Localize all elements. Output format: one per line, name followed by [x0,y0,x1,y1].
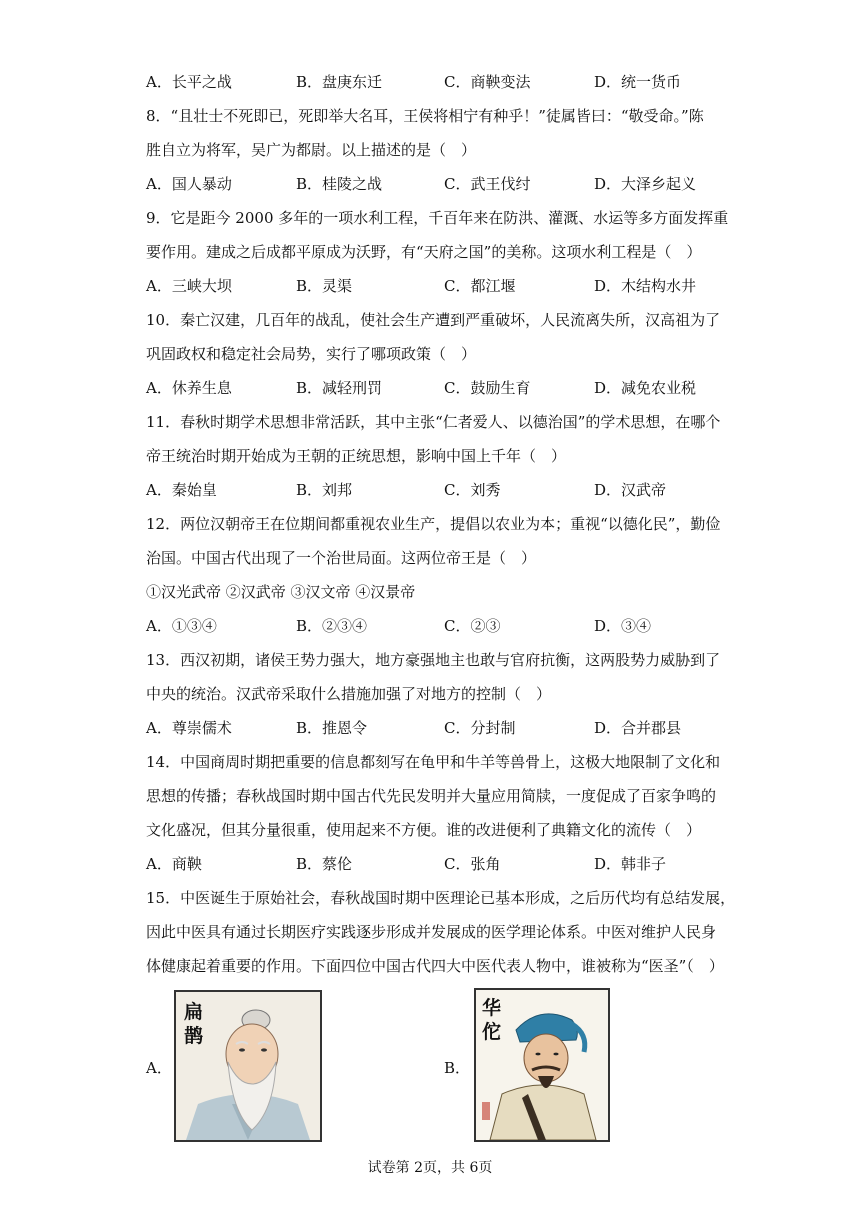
q10-option-d[interactable]: D．减免农业税 [594,379,697,397]
q9-option-b[interactable]: B．灵渠 [296,277,353,295]
q13-option-b[interactable]: B．推恩令 [296,719,368,737]
q11-option-a[interactable]: A．秦始皇 [146,481,217,499]
q12-option-b[interactable]: B．②③④ [296,617,368,635]
q11-option-c[interactable]: C．刘秀 [444,481,501,499]
page-footer: 试卷第 2页，共 6页 [367,1160,493,1176]
q10-option-a[interactable]: A．休养生息 [146,379,232,397]
q14-option-a[interactable]: A．商鞅 [146,855,202,873]
q7-option-d[interactable]: D．统一货币 [594,73,682,91]
q8-text-line-1: 8．“且壮士不死即已，死即举大名耳，王侯将相宁有种乎！”徒属皆曰：“敬受命。”陈 [146,107,704,125]
q8-option-d[interactable]: D．大泽乡起义 [594,175,697,193]
q15-text-line-2: 因此中医具有通过长期医疗实践逐步形成并发展成的医学理论体系。中医对维护人民身 [146,923,717,941]
q13-options [146,718,746,738]
q15-option-a-caption-1: 扁 [184,1001,204,1023]
q14-option-d[interactable]: D．韩非子 [594,855,667,873]
q12-option-d[interactable]: D．③④ [594,617,652,635]
q15-option-a-label[interactable]: A． [146,1059,172,1077]
q14-text-line-3: 文化盛况，但其分量很重，使用起来不方便。谁的改进便利了典籍文化的流传（ ） [146,821,702,839]
q15-text-line-3: 体健康起着重要的作用。下面四位中国古代四大中医代表人物中，谁被称为“医圣”（ ） [146,957,724,975]
q14-option-b[interactable]: B．蔡伦 [296,855,353,873]
q9-option-c[interactable]: C．都江堰 [444,277,516,295]
q8-option-c[interactable]: C．武王伐纣 [444,175,531,193]
q7-options [146,72,746,92]
q15-option-b-portrait[interactable] [474,988,610,1142]
q15-option-b-label[interactable]: B． [444,1059,471,1077]
q12-option-a[interactable]: A．①③④ [146,617,217,635]
q10-option-c[interactable]: C．鼓励生育 [444,379,531,397]
q9-options [146,276,746,296]
q9-text-line-2: 要作用。建成之后成都平原成为沃野，有“天府之国”的美称。这项水利工程是（ ） [146,243,702,261]
q14-text-line-2: 思想的传播；春秋战国时期中国古代先民发明并大量应用简牍，一度促成了百家争鸣的 [146,787,717,805]
q15-option-b-caption-2: 佗 [482,1021,502,1043]
q13-text-line-2: 中央的统治。汉武帝采取什么措施加强了对地方的控制（ ） [146,685,552,703]
q10-options [146,378,746,398]
q11-text-line-2: 帝王统治时期开始成为王朝的正统思想，影响中国上千年（ ） [146,447,567,465]
q11-options [146,480,746,500]
q9-option-a[interactable]: A．三峡大坝 [146,277,232,295]
q12-text-line-2: 治国。中国古代出现了一个治世局面。这两位帝王是（ ） [146,549,537,567]
q9-text-line-1: 9．它是距今 2000 多年的一项水利工程，千百年来在防洪、灌溉、水运等多方面发挥重 [146,209,729,227]
q15-text-line-1: 15．中医诞生于原始社会，春秋战国时期中医理论已基本形成，之后历代均有总结发展， [146,889,736,907]
q14-text-line-1: 14．中国商周时期把重要的信息都刻写在龟甲和牛羊等兽骨上，这极大地限制了文化和 [146,753,721,771]
q15-option-a-caption-2: 鹊 [184,1025,204,1047]
q13-text-line-1: 13．西汉初期，诸侯王势力强大，地方豪强地主也敢与官府抗衡，这两股势力威胁到了 [146,651,721,669]
q8-text-line-2: 胜自立为将军，吴广为都尉。以上描述的是（ ） [146,141,477,159]
q13-option-d[interactable]: D．合并郡县 [594,719,682,737]
q10-text-line-2: 巩固政权和稳定社会局势，实行了哪项政策（ ） [146,345,477,363]
q13-option-c[interactable]: C．分封制 [444,719,516,737]
q13-option-a[interactable]: A．尊崇儒术 [146,719,232,737]
q15-option-a-portrait[interactable] [174,990,322,1142]
q15-option-b-caption-1: 华 [482,997,502,1019]
q12-choices-line: ①汉光武帝 ②汉武帝 ③汉文帝 ④汉景帝 [146,583,416,601]
q7-option-a[interactable]: A．长平之战 [146,73,232,91]
q9-option-d[interactable]: D．木结构水井 [594,277,697,295]
q12-option-c[interactable]: C．②③ [444,617,501,635]
q12-text-line-1: 12．两位汉朝帝王在位期间都重视农业生产，提倡以农业为本；重视“以德化民”，勤俭 [146,515,721,533]
q10-option-b[interactable]: B．减轻刑罚 [296,379,383,397]
q14-option-c[interactable]: C．张角 [444,855,501,873]
q8-option-a[interactable]: A．国人暴动 [146,175,232,193]
q7-option-b[interactable]: B．盘庚东迁 [296,73,383,91]
q10-text-line-1: 10．秦亡汉建，几百年的战乱，使社会生产遭到严重破坏，人民流离失所，汉高祖为了 [146,311,721,329]
q11-option-d[interactable]: D．汉武帝 [594,481,667,499]
q11-option-b[interactable]: B．刘邦 [296,481,353,499]
q7-option-c[interactable]: C．商鞅变法 [444,73,531,91]
q8-option-b[interactable]: B．桂陵之战 [296,175,383,193]
q12-options [146,616,746,636]
q11-text-line-1: 11．春秋时期学术思想非常活跃，其中主张“仁者爱人、以德治国”的学术思想，在哪个 [146,413,721,431]
q8-options [146,174,746,194]
q14-options [146,854,746,874]
